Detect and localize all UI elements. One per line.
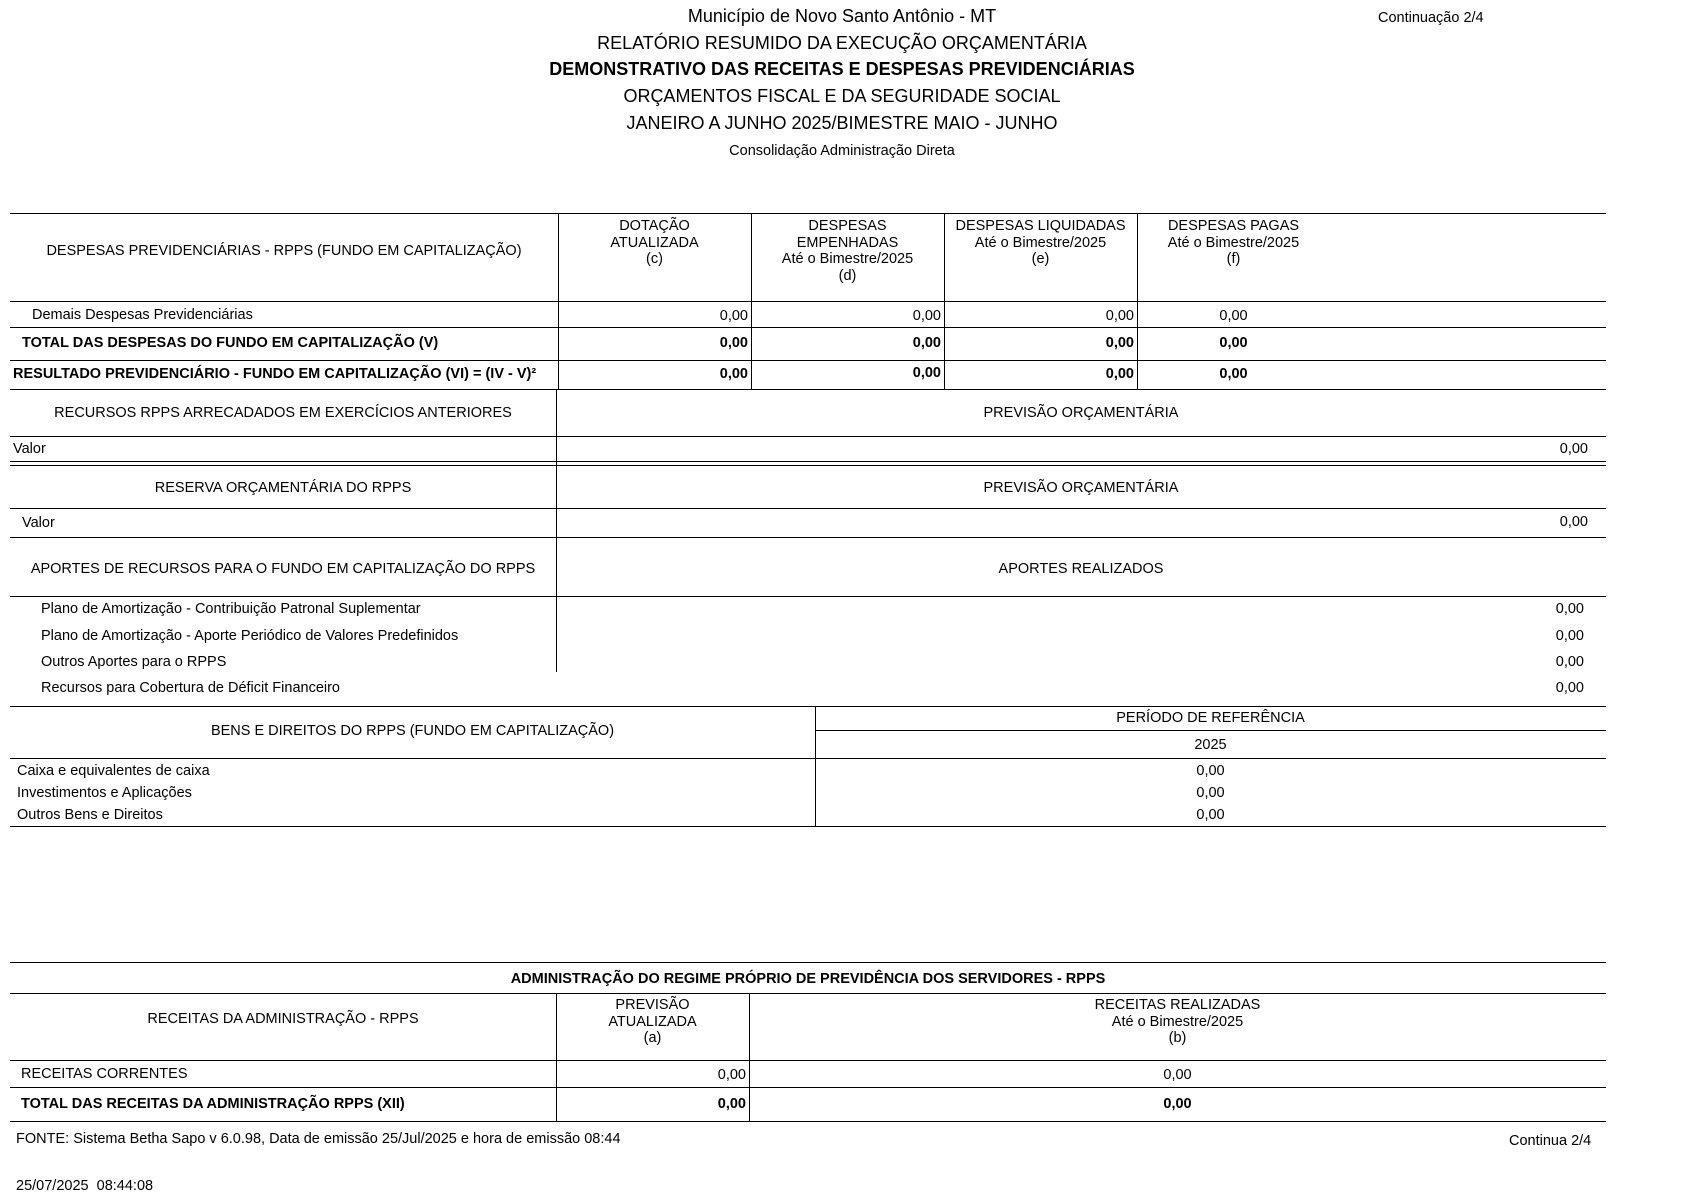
table-cell: 0,00 xyxy=(1219,335,1248,351)
report-title: RELATÓRIO RESUMIDO DA EXECUÇÃO ORÇAMENTÁRIA xyxy=(597,33,1087,53)
rule xyxy=(10,389,1606,390)
table-cell: 0,00 xyxy=(1219,366,1248,382)
list-item: Plano de Amortização - Contribuição Patronal Suplementar xyxy=(41,601,421,617)
continua-label: Continua 2/4 xyxy=(1509,1133,1592,1149)
list-item: Investimentos e Aplicações xyxy=(17,785,192,801)
col-header-liquidadas: DESPESAS LIQUIDADAS Até o Bimestre/2025 (e) xyxy=(955,218,1126,267)
table-cell: 0,00 xyxy=(719,366,748,382)
despesas-title: DESPESAS PREVIDENCIÁRIAS - RPPS (FUNDO EM CAPITALIZAÇÃO) xyxy=(46,243,522,259)
demonstrativo-title: DEMONSTRATIVO DAS RECEITAS E DESPESAS PREVIDENCIÁRIAS xyxy=(549,59,1135,79)
administracao-title: ADMINISTRAÇÃO DO REGIME PRÓPRIO DE PREVIDÊNCIA DOS SERVIDORES - RPPS xyxy=(510,971,1106,987)
reserva-row-value: 0,00 xyxy=(1559,514,1588,530)
list-item: Outros Aportes para o RPPS xyxy=(41,654,227,670)
list-item: Caixa e equivalentes de caixa xyxy=(17,763,210,779)
table-cell: 0,00 xyxy=(1105,308,1134,324)
list-item-value: 0,00 xyxy=(1555,680,1584,696)
rule xyxy=(10,596,1606,597)
emission-timestamp: 25/07/2025 08:44:08 xyxy=(16,1178,154,1194)
col-header-previsao: PREVISÃO ATUALIZADA (a) xyxy=(608,997,697,1046)
reserva-row-label: Valor xyxy=(22,515,55,531)
recursos-row-label: Valor xyxy=(13,441,46,457)
reserva-title: RESERVA ORÇAMENTÁRIA DO RPPS xyxy=(154,480,412,496)
list-item-value: 0,00 xyxy=(1555,628,1584,644)
rule xyxy=(10,1060,1606,1061)
rule xyxy=(10,360,1606,361)
rule xyxy=(10,758,1606,759)
table-cell: 0,00 xyxy=(1163,1096,1192,1112)
bens-col-header: PERÍODO DE REFERÊNCIA xyxy=(1116,710,1305,726)
rule xyxy=(815,730,1606,731)
rule xyxy=(10,706,1606,707)
col-header-pagas: DESPESAS PAGAS Até o Bimestre/2025 (f) xyxy=(1167,218,1300,267)
recursos-row-value: 0,00 xyxy=(1559,441,1588,457)
aportes-col-header: APORTES REALIZADOS xyxy=(998,561,1164,577)
list-item-value: 0,00 xyxy=(1555,601,1584,617)
rule xyxy=(10,436,1606,437)
source-note: FONTE: Sistema Betha Sapo v 6.0.98, Data de emissão 25/Jul/2025 e hora de emissão 08:44 xyxy=(16,1131,621,1147)
table-row-label: RESULTADO PREVIDENCIÁRIO - FUNDO EM CAPITALIZAÇÃO (VI) = (IV - V)² xyxy=(13,366,537,382)
rule xyxy=(10,213,1606,214)
col-header-realizadas: RECEITAS REALIZADAS Até o Bimestre/2025 (b) xyxy=(1094,997,1261,1046)
administracao-subtitle: RECEITAS DA ADMINISTRAÇÃO - RPPS xyxy=(147,1011,419,1027)
rule xyxy=(10,962,1606,963)
period-title: JANEIRO A JUNHO 2025/BIMESTRE MAIO - JUNHO xyxy=(626,113,1058,133)
table-cell: 0,00 xyxy=(1105,335,1134,351)
rule xyxy=(10,826,1606,827)
table-cell: 0,00 xyxy=(912,365,941,381)
table-cell: 0,00 xyxy=(719,308,748,324)
recursos-col-header: PREVISÃO ORÇAMENTÁRIA xyxy=(983,405,1179,421)
list-item-value: 0,00 xyxy=(1196,785,1225,801)
table-row-label: TOTAL DAS RECEITAS DA ADMINISTRAÇÃO RPPS (XII) xyxy=(21,1096,405,1112)
aportes-title: APORTES DE RECURSOS PARA O FUNDO EM CAPITALIZAÇÃO DO RPPS xyxy=(30,561,536,577)
rule xyxy=(10,993,1606,994)
reserva-col-header: PREVISÃO ORÇAMENTÁRIA xyxy=(983,480,1179,496)
table-row-label: TOTAL DAS DESPESAS DO FUNDO EM CAPITALIZAÇÃO (V) xyxy=(22,335,439,351)
table-cell: 0,00 xyxy=(719,335,748,351)
rule xyxy=(10,1087,1606,1088)
table-row-label: Demais Despesas Previdenciárias xyxy=(32,307,253,323)
rule xyxy=(10,1121,1606,1122)
list-item-value: 0,00 xyxy=(1196,807,1225,823)
table-cell: 0,00 xyxy=(1219,308,1248,324)
rule xyxy=(10,508,1606,509)
bens-year: 2025 xyxy=(1194,737,1227,753)
table-cell: 0,00 xyxy=(912,335,941,351)
continuation-label: Continuação 2/4 xyxy=(1378,10,1484,26)
col-header-empenhadas: DESPESAS EMPENHADAS Até o Bimestre/2025 (d) xyxy=(781,218,914,284)
list-item: Recursos para Cobertura de Déficit Financeiro xyxy=(41,680,340,696)
rule xyxy=(10,461,1606,462)
table-cell: 0,00 xyxy=(717,1096,746,1112)
table-row-label: RECEITAS CORRENTES xyxy=(21,1066,188,1082)
recursos-title: RECURSOS RPPS ARRECADADOS EM EXERCÍCIOS ANTERIORES xyxy=(54,405,512,421)
list-item-value: 0,00 xyxy=(1555,654,1584,670)
col-header-dotacao: DOTAÇÃO ATUALIZADA (c) xyxy=(610,218,699,267)
rule xyxy=(10,301,1606,302)
table-cell: 0,00 xyxy=(717,1067,746,1083)
rule xyxy=(10,537,1606,538)
list-item: Plano de Amortização - Aporte Periódico de Valores Predefinidos xyxy=(41,628,459,644)
table-cell: 0,00 xyxy=(912,308,941,324)
bens-title: BENS E DIREITOS DO RPPS (FUNDO EM CAPITALIZAÇÃO) xyxy=(210,723,615,739)
consolidation-subtitle: Consolidação Administração Direta xyxy=(729,143,955,159)
list-item: Outros Bens e Direitos xyxy=(17,807,163,823)
orcamentos-title: ORÇAMENTOS FISCAL E DA SEGURIDADE SOCIAL xyxy=(623,86,1061,106)
rule xyxy=(10,465,1606,466)
rule xyxy=(10,327,1606,328)
municipality-title: Município de Novo Santo Antônio - MT xyxy=(687,6,997,26)
table-cell: 0,00 xyxy=(1105,366,1134,382)
list-item-value: 0,00 xyxy=(1196,763,1225,779)
table-cell: 0,00 xyxy=(1163,1067,1192,1083)
